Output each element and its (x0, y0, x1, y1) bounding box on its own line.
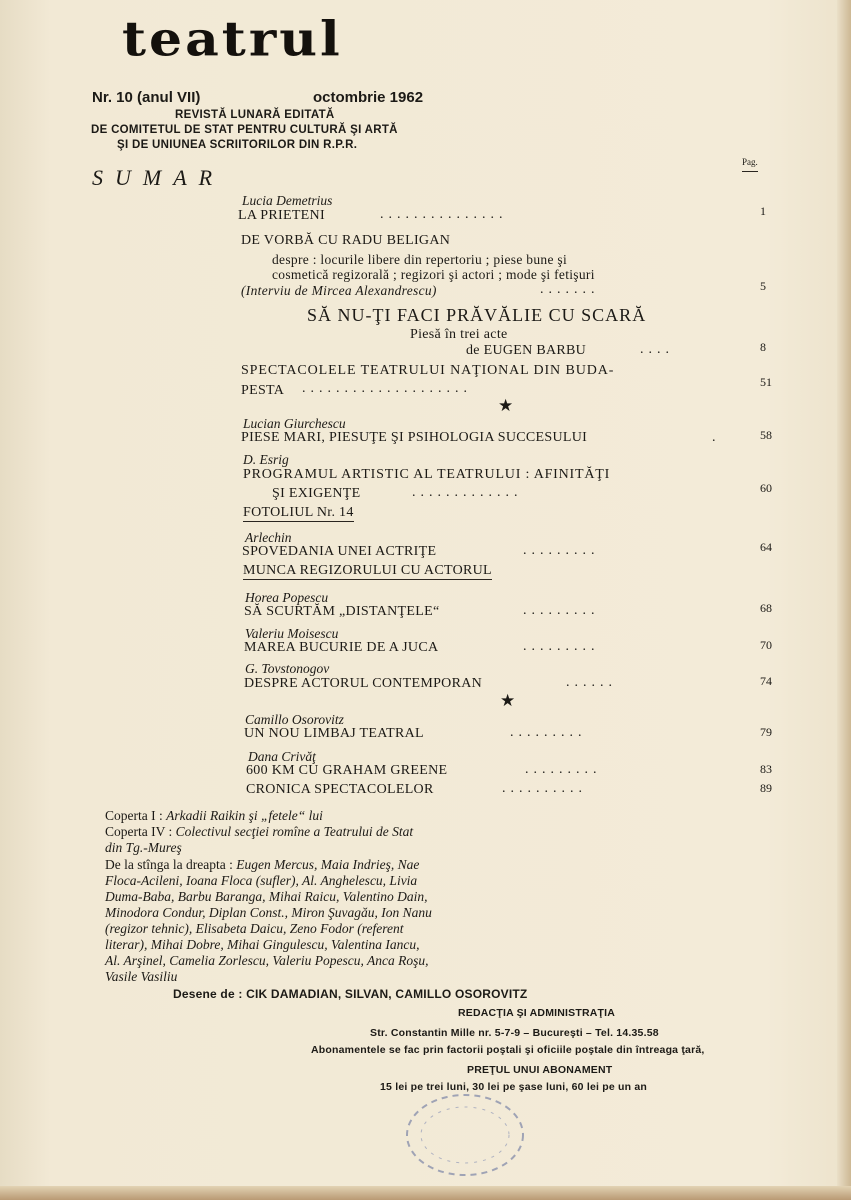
toc-author: D. Esrig (243, 452, 289, 467)
editorial-office-title: REDACŢIA ŞI ADMINISTRAŢIA (458, 1007, 616, 1019)
toc-page-number: 60 (760, 481, 772, 495)
cover-credit-1 (105, 808, 323, 824)
toc-leader-dots: . (712, 430, 721, 445)
toc-author: Lucia Demetrius (242, 193, 333, 208)
publisher-line-3: ŞI DE UNIUNEA SCRIITORILOR DIN R.P.R. (117, 139, 358, 151)
cover-names-line: Minodora Condur, Diplan Const., Miron Şuvagău, Ion Nanu (105, 905, 432, 920)
cover-credit-4 (105, 824, 413, 840)
toc-entry-description: cosmetică regizorală ; regizori şi actori ; mode şi fetişuri (272, 267, 595, 282)
cover-names-line: Floca-Acileni, Ioana Floca (sufler), Al. Anghelescu, Livia (105, 873, 418, 888)
cover-names-line: Vasile Vasiliu (105, 969, 178, 984)
office-address: Str. Constantin Mille nr. 5-7-9 – Bucureşti – Tel. 14.35.58 (370, 1027, 659, 1039)
toc-leader-dots: ............. (412, 485, 523, 500)
page-edge-right (837, 0, 851, 1200)
credit-text: Eugen Mercus, Maia Indrieş, Nae (236, 857, 420, 872)
price-title: PREŢUL UNUI ABONAMENT (467, 1064, 613, 1076)
toc-author: G. Tovstonogov (245, 661, 330, 676)
section-star: ★ (498, 396, 514, 415)
toc-page-number: 70 (760, 638, 772, 652)
toc-page-number: 68 (760, 601, 772, 615)
section-heading-text: FOTOLIUL Nr. 14 (243, 505, 354, 520)
subscription-price: 15 lei pe trei luni, 30 lei pe şase luni, 60 lei pe un an (380, 1081, 647, 1093)
toc-leader-dots: ......... (510, 725, 587, 740)
toc-page-number: 51 (760, 375, 772, 389)
issue-number: Nr. 10 (anul VII) (92, 89, 201, 106)
toc-leader-dots: ....... (540, 282, 600, 297)
toc-page-number: 89 (760, 781, 772, 795)
toc-entry-description: (Interviu de Mircea Alexandrescu) (241, 283, 437, 298)
issue-month: octombrie 1962 (313, 89, 424, 106)
cover-names-line: literar), Mihai Dobre, Mihai Gingulescu, Valentina Iancu, (105, 937, 420, 952)
toc-author: Arlechin (245, 530, 292, 545)
toc-entry-title: SĂ SCURTĂM „DISTANŢELE“ (244, 604, 440, 619)
section-star: ★ (500, 691, 516, 710)
toc-entry-description: Piesă în trei acte (410, 327, 508, 342)
toc-page-number: 8 (760, 340, 766, 354)
cover-names-line: (regizor tehnic), Elisabeta Daicu, Zeno Fodor (referent (105, 921, 404, 936)
toc-page-number: 58 (760, 428, 772, 442)
credit-text: Colectivul secţiei romîne a Teatrului de Stat (175, 824, 414, 839)
toc-entry-title: LA PRIETENI (238, 208, 325, 223)
section-heading (243, 505, 354, 521)
subscription-note: Abonamentele se fac prin factorii poştali şi oficiile poştale din întreaga ţară, (311, 1044, 705, 1056)
page-edge-bottom (0, 1186, 851, 1200)
page-column-header: Pag. (742, 157, 758, 172)
toc-leader-dots: ......... (523, 639, 600, 654)
drawings-credit: Desene de : CIK DAMADIAN, SILVAN, CAMILLO OSOROVITZ (173, 987, 528, 1001)
toc-leader-dots: .................... (302, 381, 472, 396)
toc-page-number: 74 (760, 674, 772, 688)
toc-entry-title: PROGRAMUL ARTISTIC AL TEATRULUI : AFINITĂŢI (243, 467, 611, 482)
toc-entry-title: ŞI EXIGENŢE (272, 486, 361, 501)
publisher-line-1: REVISTĂ LUNARĂ EDITATĂ (175, 109, 335, 121)
toc-entry-title: PESTA (241, 383, 285, 398)
toc-page-number: 83 (760, 762, 772, 776)
contents-heading: SUMAR (92, 165, 225, 190)
toc-entry-title: SPECTACOLELE TEATRULUI NAŢIONAL DIN BUDA- (241, 363, 615, 378)
credit-label: Coperta IV : (105, 824, 176, 839)
toc-author: Valeriu Moisescu (245, 626, 339, 641)
section-heading (243, 563, 492, 579)
toc-author: Dana Crivăţ (248, 749, 316, 764)
publisher-line-2: DE COMITETUL DE STAT PENTRU CULTURĂ ŞI ARTĂ (91, 124, 398, 136)
toc-author: Lucian Giurchescu (243, 416, 346, 431)
toc-page-number: 64 (760, 540, 772, 554)
toc-leader-dots: ......... (523, 603, 600, 618)
toc-entry-title: UN NOU LIMBAJ TEATRAL (244, 726, 424, 741)
section-heading-text: MUNCA REGIZORULUI CU ACTORUL (243, 563, 492, 578)
toc-leader-dots: .......... (502, 781, 587, 796)
toc-page-number: 79 (760, 725, 772, 739)
toc-page-number: 1 (760, 204, 766, 218)
toc-author: Camillo Osorovitz (245, 712, 344, 727)
toc-entry-title: SPOVEDANIA UNEI ACTRIŢE (242, 544, 437, 559)
toc-entry-title: CRONICA SPECTACOLELOR (246, 782, 434, 797)
toc-entry-title: DE VORBĂ CU RADU BELIGAN (241, 233, 451, 248)
cover-credit-4-cont: din Tg.-Mureş (105, 840, 182, 855)
cover-names-line: Duma-Baba, Barbu Baranga, Mihai Raicu, Valentino Dain, (105, 889, 428, 904)
cover-names-line (105, 857, 419, 873)
cover-names-line: Al. Arşinel, Camelia Zorlescu, Valeriu Popescu, Anca Roşu, (105, 953, 429, 968)
credit-label: Coperta I : (105, 808, 167, 823)
toc-entry-title: SĂ NU-ŢI FACI PRĂVĂLIE CU SCARĂ (307, 305, 647, 325)
library-stamp (400, 1090, 530, 1180)
toc-entry-description: despre : locurile libere din repertoriu ; piese bune şi (272, 252, 568, 267)
toc-entry-description: de EUGEN BARBU (466, 343, 587, 358)
toc-page-number: 5 (760, 279, 766, 293)
toc-entry-title: 600 KM CU GRAHAM GREENE (246, 763, 448, 778)
toc-entry-title: DESPRE ACTORUL CONTEMPORAN (244, 676, 483, 691)
toc-leader-dots: .... (640, 342, 674, 357)
credit-text: Arkadii Raikin şi „fetele“ lui (166, 808, 323, 823)
toc-leader-dots: ...... (566, 675, 617, 690)
toc-author: Horea Popescu (245, 590, 329, 605)
toc-entry-title: PIESE MARI, PIESUŢE ŞI PSIHOLOGIA SUCCESULUI (241, 430, 588, 445)
toc-leader-dots: ......... (525, 762, 602, 777)
masthead-title: teatrul (122, 11, 343, 68)
toc-leader-dots: ......... (523, 543, 600, 558)
toc-entry-title: MAREA BUCURIE DE A JUCA (244, 640, 439, 655)
credit-label: De la stînga la dreapta : (105, 857, 237, 872)
toc-leader-dots: ............... (380, 207, 508, 222)
